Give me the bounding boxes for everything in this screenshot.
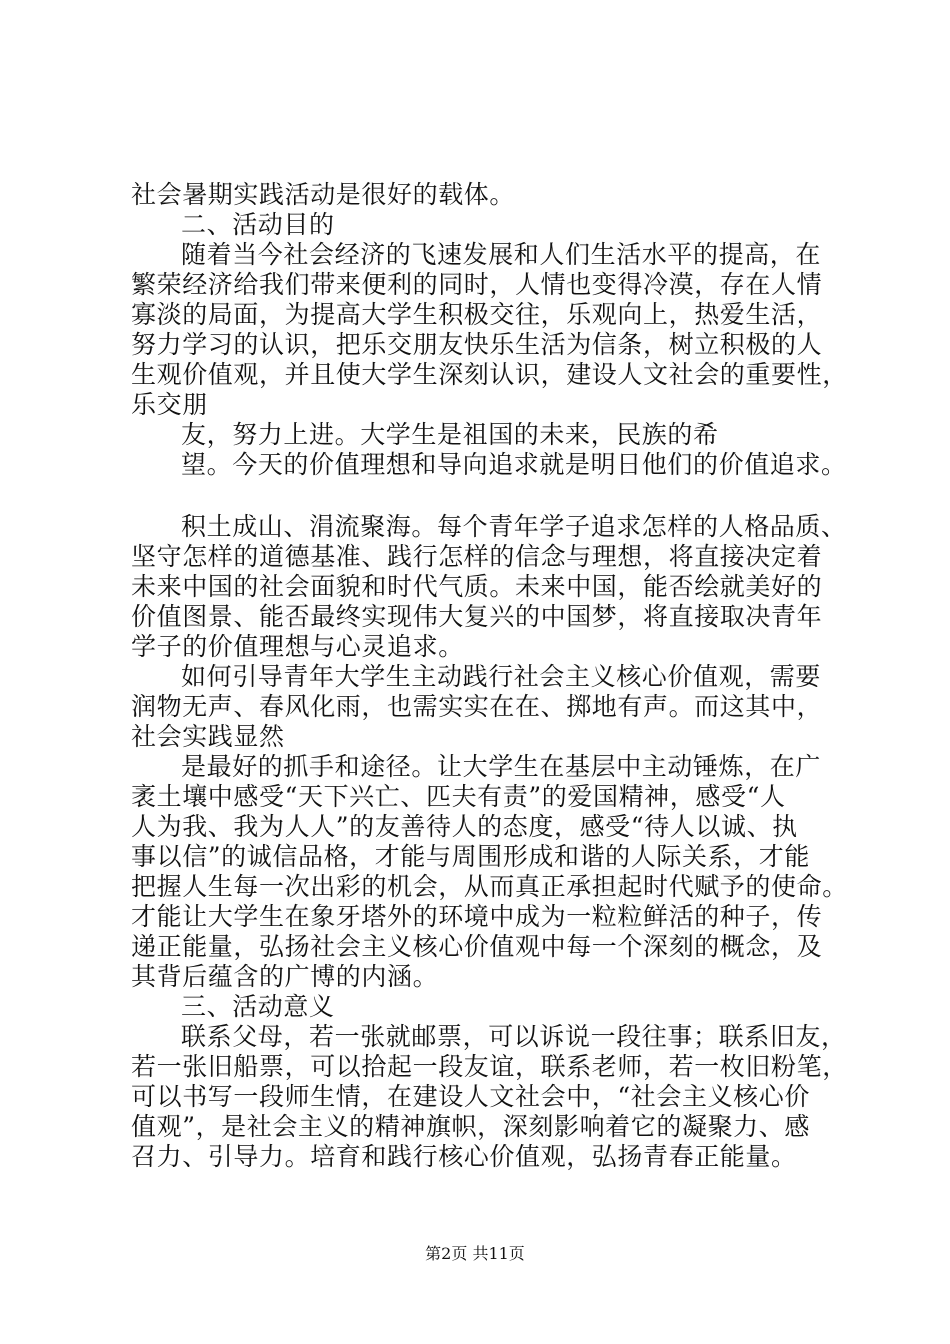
- text-line: 乐交朋: [131, 390, 208, 419]
- text-line: 价值图景、能否最终实现伟大复兴的中国梦，将直接取决青年: [131, 602, 823, 631]
- text-line: 学子的价值理想与心灵追求。: [131, 632, 464, 661]
- text-line: 可以书写一段师生情，在建设人文社会中，“社会主义核心价: [131, 1082, 810, 1111]
- text-line: 联系父母，若一张就邮票，可以诉说一段往事；联系旧友，: [181, 1022, 847, 1051]
- text-line: 若一张旧船票，可以拾起一段友谊，联系老师，若一枚旧粉笔，: [131, 1052, 848, 1081]
- text-line: 坚守怎样的道德基准、践行怎样的信念与理想，将直接决定着: [131, 542, 823, 571]
- text-line: 寡淡的局面，为提高大学生积极交往，乐观向上，热爱生活，: [131, 300, 823, 329]
- section-heading: 三、活动意义: [181, 992, 335, 1021]
- text-line: 事以信”的诚信品格，才能与周围形成和谐的人际关系，才能: [131, 842, 810, 871]
- text-line: 未来中国的社会面貌和时代气质。未来中国，能否绘就美好的: [131, 572, 823, 601]
- section-heading: 二、活动目的: [181, 210, 335, 239]
- text-line: 把握人生每一次出彩的机会，从而真正承担起时代赋予的使命。: [131, 872, 848, 901]
- text-line: 其背后蕴含的广博的内涵。: [131, 962, 439, 991]
- text-line: 积土成山、涓流聚海。每个青年学子追求怎样的人格品质、: [181, 512, 847, 541]
- text-line: 努力学习的认识，把乐交朋友快乐生活为信条，树立积极的人: [131, 330, 823, 359]
- text-line: 是最好的抓手和途径。让大学生在基层中主动锤炼，在广: [181, 752, 822, 781]
- text-line: 如何引导青年大学生主动践行社会主义核心价值观，需要: [181, 662, 822, 691]
- text-line: 望。今天的价值理想和导向追求就是明日他们的价值追求。: [181, 450, 847, 479]
- text-line: 人为我、我为人人”的友善待人的态度，感受“待人以诚、执: [131, 812, 798, 841]
- text-line: 友，努力上进。大学生是祖国的未来，民族的希: [181, 420, 719, 449]
- text-line: 社会实践显然: [131, 722, 285, 751]
- text-line: 袤土壤中感受“天下兴亡、匹夫有责”的爱国精神，感受“人: [131, 782, 786, 811]
- text-line: 社会暑期实践活动是很好的载体。: [131, 180, 516, 209]
- text-line: 润物无声、春风化雨，也需实实在在、掷地有声。而这其中，: [131, 692, 823, 721]
- text-line: 递正能量，弘扬社会主义核心价值观中每一个深刻的概念，及: [131, 932, 823, 961]
- text-line: 召力、引导力。培育和践行核心价值观，弘扬青春正能量。: [131, 1142, 797, 1171]
- text-line: 随着当今社会经济的飞速发展和人们生活水平的提高，在: [181, 240, 822, 269]
- text-line: 生观价值观，并且使大学生深刻认识，建设人文社会的重要性，: [131, 360, 848, 389]
- text-line: 值观”，是社会主义的精神旗帜，深刻影响着它的凝聚力、感: [131, 1112, 810, 1141]
- text-line: 才能让大学生在象牙塔外的环境中成为一粒粒鲜活的种子，传: [131, 902, 823, 931]
- text-line: 繁荣经济给我们带来便利的同时，人情也变得冷漠，存在人情: [131, 270, 823, 299]
- page-number-footer: 第2页 共11页: [425, 1244, 525, 1263]
